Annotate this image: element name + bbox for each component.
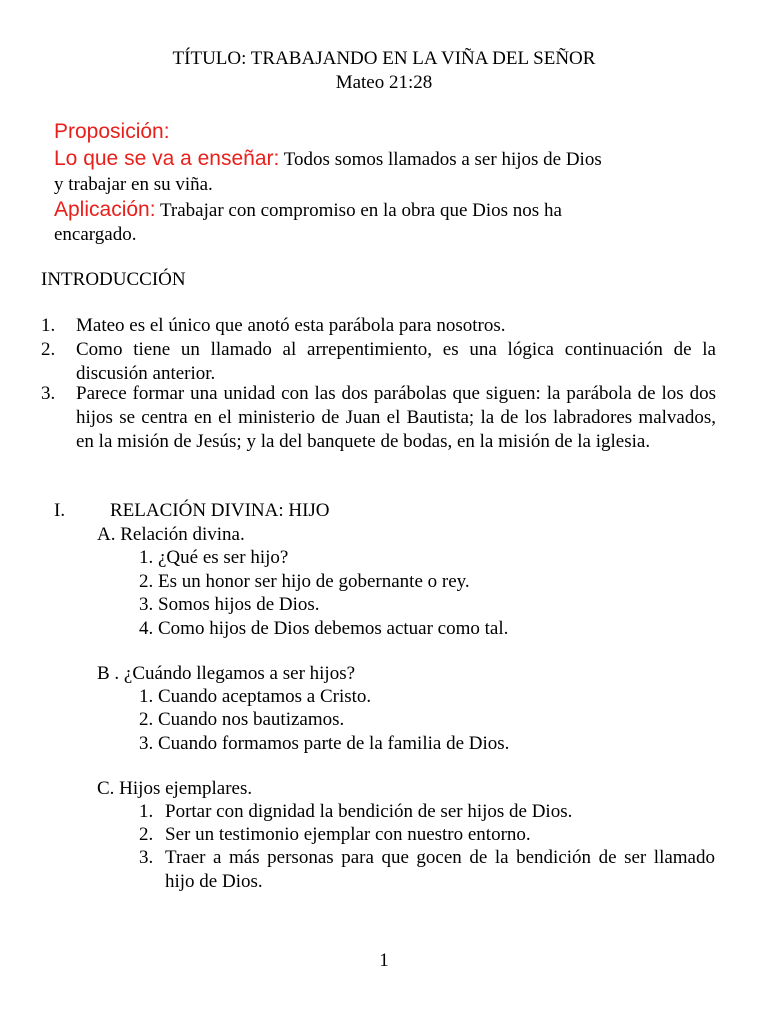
subsection-b-title: B . ¿Cuándo llegamos a ser hijos? — [97, 663, 356, 684]
teach-label: Lo que se va a enseñar: — [54, 147, 280, 170]
c-item-1-text: Portar con dignidad la bendición de ser hijos de Dios. — [165, 801, 573, 822]
intro-item-1-num: 1. — [41, 315, 56, 336]
page-number: 1 — [379, 950, 389, 971]
application-line-1 — [54, 198, 562, 223]
c-item-3-num: 3. — [139, 847, 154, 868]
subsection-a-title: A. Relación divina. — [97, 524, 245, 545]
a-item-4-num: 4. — [139, 618, 154, 639]
a-item-2-text: Es un honor ser hijo de gobernante o rey. — [158, 571, 470, 592]
b-item-2-num: 2. — [139, 709, 154, 730]
proposition-label — [54, 120, 170, 145]
b-item-2-text: Cuando nos bautizamos. — [158, 709, 345, 730]
intro-item-3-text: Parece formar una unidad con las dos parábolas que siguen: la parábola de los dos hijos se centra en el ministerio de Juan el Bautista; la de los labradores malvados, en la misión de Jesús; y la del banquete de bodas, en la misión de la iglesia. — [76, 383, 716, 452]
a-item-4-text: Como hijos de Dios debemos actuar como tal. — [158, 618, 509, 639]
b-item-3-text: Cuando formamos parte de la familia de Dios. — [158, 733, 510, 754]
c-item-1-num: 1. — [139, 801, 154, 822]
a-item-3-text: Somos hijos de Dios. — [158, 594, 320, 615]
teach-text-2: y trabajar en su viña. — [54, 174, 213, 195]
section-1-heading: RELACIÓN DIVINA: HIJO — [110, 500, 330, 521]
application-text-1: Trabajar con compromiso en la obra que Dios nos ha — [159, 200, 562, 221]
b-item-1-text: Cuando aceptamos a Cristo. — [158, 686, 372, 707]
teach-line-1 — [54, 147, 602, 172]
b-item-1-num: 1. — [139, 686, 154, 707]
introduction-heading: INTRODUCCIÓN — [41, 269, 186, 290]
b-item-3-num: 3. — [139, 733, 154, 754]
application-label: Aplicación: — [54, 198, 156, 221]
intro-item-3-num: 3. — [41, 383, 56, 404]
subsection-c-title: C. Hijos ejemplares. — [97, 778, 253, 799]
a-item-3-num: 3. — [139, 594, 154, 615]
c-item-2-num: 2. — [139, 824, 154, 845]
application-text-2: encargado. — [54, 224, 137, 245]
intro-item-1-text: Mateo es el único que anotó esta parábola para nosotros. — [76, 315, 506, 336]
section-1-numeral: I. — [54, 500, 66, 521]
a-item-1-text: ¿Qué es ser hijo? — [158, 547, 289, 568]
c-item-3-text: Traer a más personas para que gocen de la bendición de ser llamado hijo de Dios. — [165, 847, 715, 892]
a-item-2-num: 2. — [139, 571, 154, 592]
intro-item-2-text: Como tiene un llamado al arrepentimiento, es una lógica continuación de la discusión anterior. — [76, 339, 716, 384]
document-title: TÍTULO: TRABAJANDO EN LA VIÑA DEL SEÑOR — [172, 48, 596, 69]
scripture-reference: Mateo 21:28 — [335, 72, 433, 93]
teach-text-1: Todos somos llamados a ser hijos de Dios — [283, 149, 602, 170]
intro-item-2-num: 2. — [41, 339, 56, 360]
proposition-label-text: Proposición: — [54, 120, 170, 143]
a-item-1-num: 1. — [139, 547, 154, 568]
c-item-2-text: Ser un testimonio ejemplar con nuestro entorno. — [165, 824, 531, 845]
